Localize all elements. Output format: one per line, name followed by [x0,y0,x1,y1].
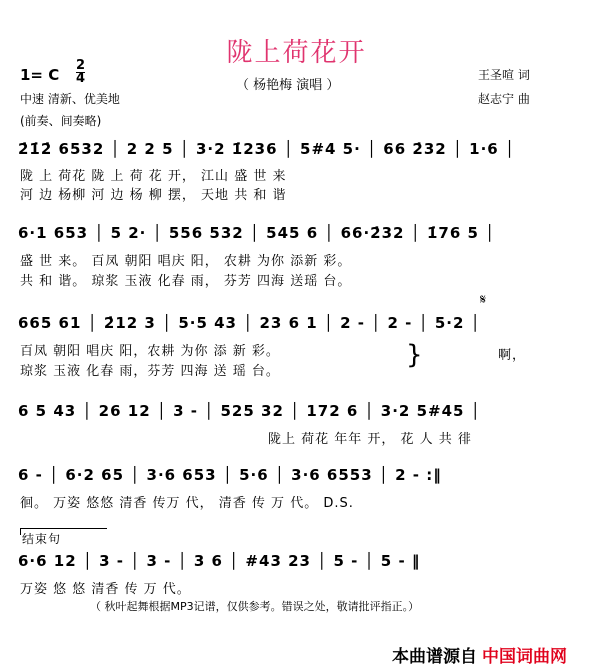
notation-row: 665 61 │ 2̇12 3 │ 5·5 43 │ 23 6 1 │ 2 - │ 2 - │ 5·2 │ [18,314,481,332]
key-signature: 1= C [20,66,60,84]
notation-row: 6 5 43 │ 26 12 │ 3 - │ 525 32 │ 172 6 │ 3·2 5#45 │ [18,402,481,420]
side-lyric: 啊， [498,348,527,363]
page-title: 陇上荷花开 [226,38,367,68]
lyric-line: 河 边 杨柳 河 边 杨 柳 摆， 天地 共 和 谐 [20,188,287,203]
lyric-line: 万姿 悠 悠 清香 传 万 代。 [20,582,191,597]
notation-row: 2̇1̇2̇ 6532 │ 2 2 5 │ 3·2 1̇236 │ 5#4 5· │ 66 2̇32 │ 1·6 │ [18,140,515,158]
lyricist-credit: 王圣喧 词 [478,68,530,82]
singer-credit: （ 杨艳梅 演唱 ） [236,78,340,93]
meter-top: 2 [76,58,86,73]
site-name[interactable]: 中国词曲网 [482,647,567,667]
lyric-line: 徊。 万姿 悠悠 清香 传万 代， 清香 传 万 代。 D.S. [20,496,354,511]
source-label: 本曲谱源自 [392,647,477,667]
lyric-line: 陇 上 荷花 陇 上 荷 花 开， 江山 盛 世 来 [20,169,287,184]
lyric-line: 盛 世 来。 百凤 朝阳 唱庆 阳， 农耕 为你 添新 彩。 [20,254,352,269]
lyric-line: 陇上 荷花 年年 开， 花 人 共 徘 [268,432,472,447]
composer-credit: 赵志宁 曲 [478,92,530,106]
lyric-line: 琼浆 玉液 化春 雨，芬芳 四海 送 瑶 台。 [20,364,280,379]
segno-icon: 𝄋 [480,292,487,308]
transcription-note: （ 秋叶起舞根据MP3记谱，仅供参考。错误之处，敬请批评指正。） [90,600,420,613]
ending-bracket [20,528,107,535]
notation-row: 6·6 12 │ 3 - │ 3 - │ 3 6 │ #43 23 │ 5 - │ 5 - ‖ [18,552,421,570]
meter-bottom: 4 [76,71,86,86]
intro-note: (前奏、间奏略) [20,114,102,128]
notation-row: 6·1 653 │ 5 2· │ 556 532 │ 545 6 │ 66·2̇32 │ 1̇76 5 │ [18,224,496,242]
notation-row: 6 - │ 6·2 65 │ 3·6 653 │ 5·6 │ 3·6 6553 │ 2 - :‖ [18,466,442,484]
tempo-marking: 中速 清新、优美地 [20,92,120,106]
lyric-line: 百凤 朝阳 唱庆 阳，农耕 为你 添 新 彩。 [20,344,280,359]
lyric-line: 共 和 谐。 琼浆 玉液 化春 雨， 芬芳 四海 送瑶 台。 [20,274,352,289]
ending-label: 结束句 [22,532,62,546]
time-signature [76,60,85,85]
brace-symbol: } [406,340,423,370]
